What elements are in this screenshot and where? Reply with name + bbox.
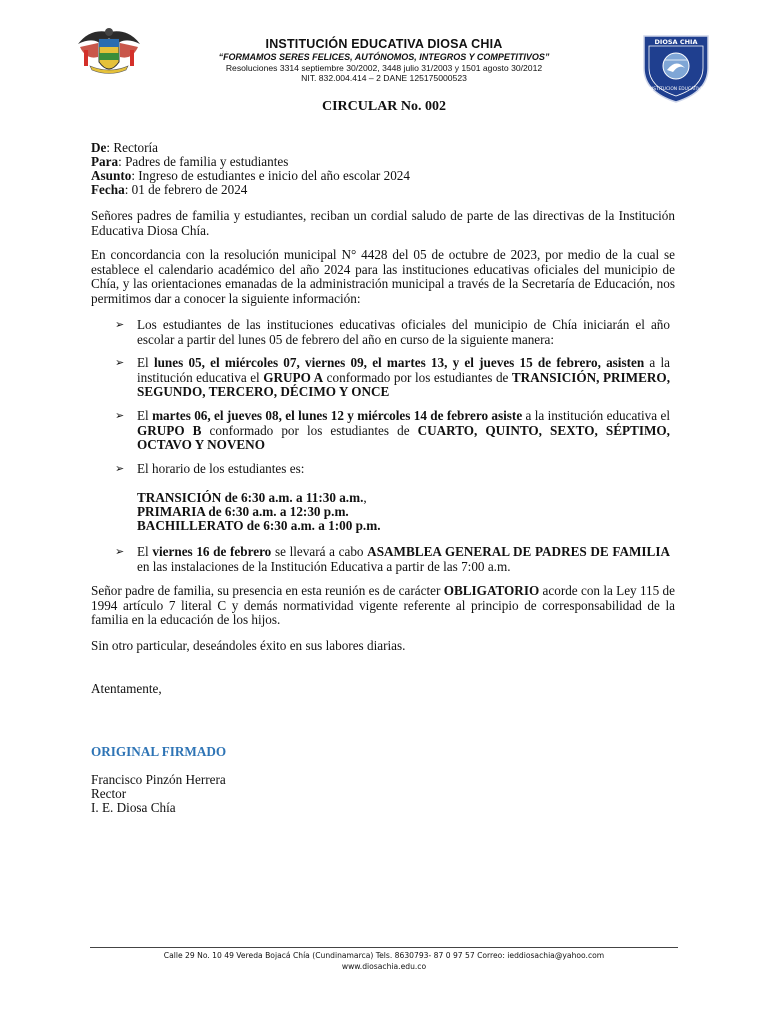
signer-org: I. E. Diosa Chía xyxy=(91,800,176,815)
meta-de: De: Rectoría xyxy=(91,140,159,155)
bullet-marker: ➢ xyxy=(115,357,125,369)
bullet-marker: ➢ xyxy=(115,319,125,331)
footer-address: Calle 29 No. 10 49 Vereda Bojacá Chía (Cundinamarca) Tels. 8630793- 87 0 97 57 Correo: ieddiosachia@yahoo.com xyxy=(163,951,605,960)
bullet-schedule: El horario de los estudiantes es: xyxy=(137,461,305,476)
bullet-start-date: Los estudiantes de las instituciones educativas oficiales del municipio de Chía iniciarán el año escolar a partir del lunes 05 de febrero del año en curso de la siguiente manera: xyxy=(137,317,670,347)
nit-line: NIT. 832.004.414 – 2 DANE 125175000523 xyxy=(301,73,467,83)
meta-para: Para: Padres de familia y estudiantes xyxy=(91,154,289,169)
institution-motto: “FORMAMOS SERES FELICES, AUTÓNOMOS, INTEGROS Y COMPETITIVOS” xyxy=(218,52,550,62)
bullet-marker: ➢ xyxy=(115,546,125,558)
shield-logo-text: DIOSA CHIA xyxy=(654,38,698,46)
meta-fecha: Fecha: 01 de febrero de 2024 xyxy=(91,182,248,197)
footer-website: www.diosachia.edu.co xyxy=(341,962,427,971)
circular-title: CIRCULAR No. 002 xyxy=(321,99,447,114)
resolutions-line: Resoluciones 3314 septiembre 30/2002, 3448 julio 31/2003 y 1501 agosto 30/2012 xyxy=(225,63,543,73)
footer-divider xyxy=(90,947,678,948)
institution-name: INSTITUCIÓN EDUCATIVA DIOSA CHIA xyxy=(265,37,503,51)
greeting-paragraph: Señores padres de familia y estudiantes, reciban un cordial saludo de parte de las directivas de la Institución Educativa Diosa Chía. xyxy=(91,208,675,238)
bullet-assembly: El viernes 16 de febrero se llevará a cabo ASAMBLEA GENERAL DE PADRES DE FAMILIA en las instalaciones de la Institución Educativa a partir de las 7:00 a.m. xyxy=(137,544,670,574)
schedule-bachillerato: BACHILLERATO de 6:30 a.m. a 1:00 p.m. xyxy=(137,518,381,533)
signer-role: Rector xyxy=(91,786,127,801)
bullet-marker: ➢ xyxy=(115,410,125,422)
mandatory-paragraph: Señor padre de familia, su presencia en esta reunión es de carácter OBLIGATORIO acorde con la Ley 115 de 1994 artículo 7 literal C y demás normatividad vigente referente al principio de corresponsabilidad de la familia en la educación de los hijos. xyxy=(91,583,675,628)
bullet-grupo-b: El martes 06, el jueves 08, el lunes 12 y miércoles 14 de febrero asiste a la institución educativa el GRUPO B conformado por los estudiantes de CUARTO, QUINTO, SEXTO, SÉPTIMO, OCTAVO Y NOVENO xyxy=(137,408,670,453)
schedule-transicion: TRANSICIÓN de 6:30 a.m. a 11:30 a.m., xyxy=(137,490,367,505)
bullet-marker: ➢ xyxy=(115,463,125,475)
bullet-grupo-a: El lunes 05, el miércoles 07, viernes 09, el martes 13, y el jueves 15 de febrero, asisten a la institución educativa el GRUPO A conformado por los estudiantes de TRANSICIÓN, PRIMERO, SEGUNDO, TERCERO, DÉCIMO Y ONCE xyxy=(137,355,670,400)
salutation: Atentamente, xyxy=(91,681,162,696)
shield-logo-lower-text: INSTITUCION EDUCATIVA xyxy=(648,87,704,92)
schedule-primaria: PRIMARIA de 6:30 a.m. a 12:30 p.m. xyxy=(137,504,349,519)
intro-paragraph: En concordancia con la resolución municipal N° 4428 del 05 de octubre de 2023, por medio de la cual se establece el calendario académico del año 2024 para las instituciones educativas oficiales del municipio de Chía, y las orientaciones emanadas de la administración municipal a través de la Secretaría de Educación, nos permitimos dar a conocer la siguiente información: xyxy=(91,247,675,306)
farewell-line: Sin otro particular, deseándoles éxito en sus labores diarias. xyxy=(91,638,406,653)
meta-asunto: Asunto: Ingreso de estudiantes e inicio del año escolar 2024 xyxy=(91,168,410,183)
original-signed-label: ORIGINAL FIRMADO xyxy=(91,744,227,759)
signer-name: Francisco Pinzón Herrera xyxy=(91,772,226,787)
